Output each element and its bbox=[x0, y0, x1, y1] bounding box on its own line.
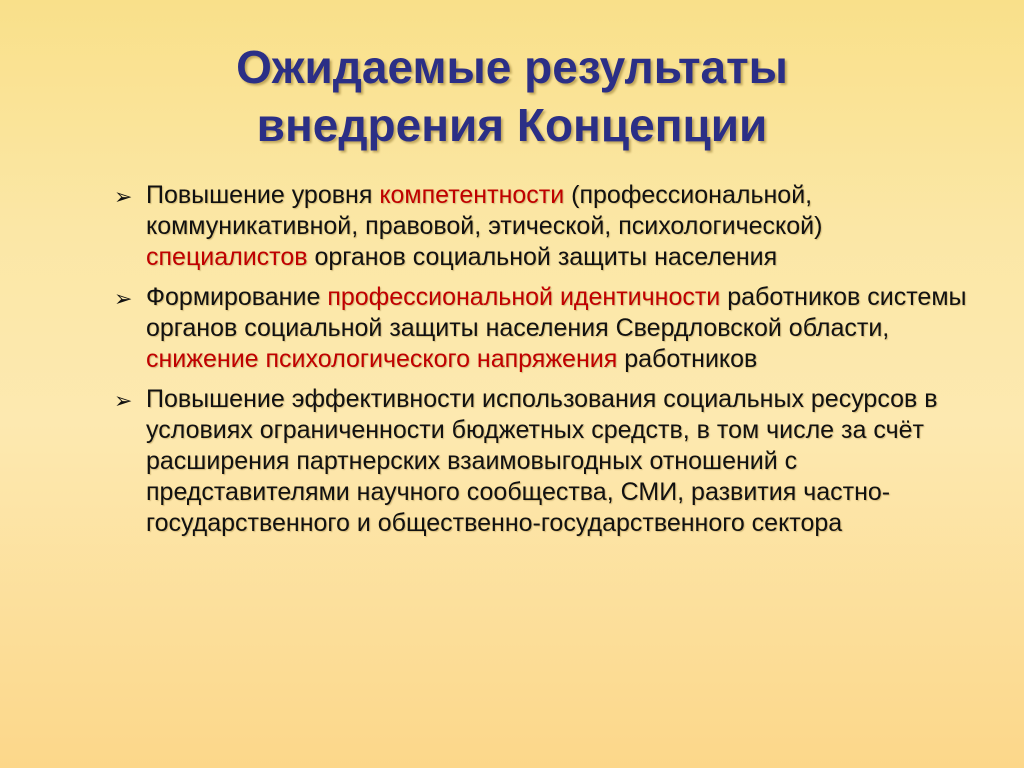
bullet-text bbox=[146, 384, 972, 539]
arrow-bullet-icon: ➢ bbox=[114, 388, 133, 413]
bullet-item bbox=[112, 282, 972, 375]
text-run: Повышение эффективности использования социальных ресурсов в условиях ограниченности бюджетных средств, в том числе за счёт расширения партнерских взаимовыгодных отношений с представителями научного сообщества, СМИ, развития частно-государственного и общественно-государственного сектора bbox=[146, 385, 938, 537]
slide-title bbox=[0, 38, 1024, 154]
arrow-bullet-icon: ➢ bbox=[114, 286, 133, 311]
text-run: Формирование bbox=[146, 283, 328, 311]
bullet-text bbox=[146, 282, 972, 375]
highlighted-phrase: компетентности bbox=[379, 181, 565, 209]
bullet-item bbox=[112, 180, 972, 273]
highlighted-phrase: профессиональной идентичности bbox=[327, 283, 721, 311]
text-run: (профессиональной, коммуникативной, правовой, этической, психологической) bbox=[146, 181, 823, 240]
text-run: работников системы органов социальной защиты населения Свердловской области, bbox=[146, 283, 967, 342]
title-line-1: Ожидаемые результаты bbox=[236, 41, 788, 93]
title-line-2: внедрения Концепции bbox=[256, 99, 768, 151]
arrow-bullet-icon: ➢ bbox=[114, 184, 133, 209]
bullet-list bbox=[112, 180, 972, 548]
bullet-text bbox=[146, 180, 972, 273]
text-run: органов социальной защиты населения bbox=[307, 243, 778, 271]
text-run: Повышение уровня bbox=[146, 181, 380, 209]
highlighted-phrase: снижение психологического напряжения bbox=[146, 345, 618, 373]
bullet-item bbox=[112, 384, 972, 539]
text-run: работников bbox=[617, 345, 758, 373]
highlighted-phrase: специалистов bbox=[146, 243, 308, 271]
